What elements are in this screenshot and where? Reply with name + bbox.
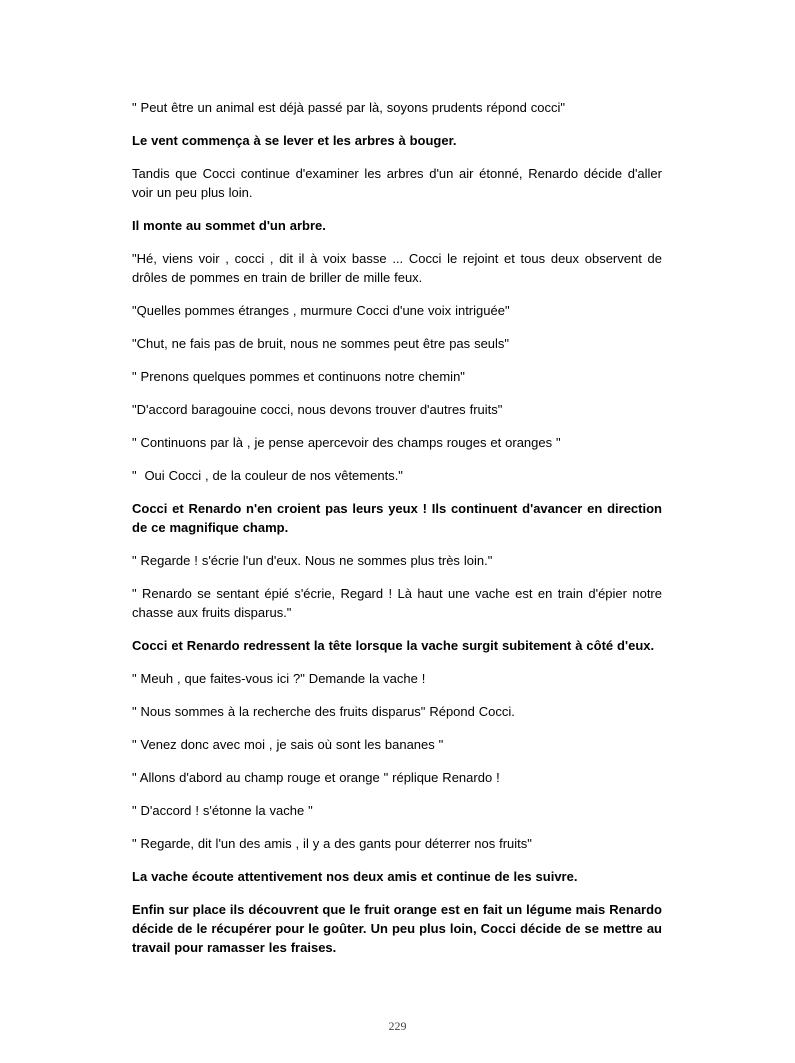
paragraph-bold: Cocci et Renardo n'en croient pas leurs yeux ! Ils continuent d'avancer en direction de ce magnifique champ. [132,501,662,535]
paragraph-bold: Le vent commença à se lever et les arbres à bouger. [132,133,457,148]
paragraph: " Prenons quelques pommes et continuons notre chemin" [132,369,465,384]
paragraph-bold: Enfin sur place ils découvrent que le fruit orange est en fait un légume mais Renardo décide de le récupérer pour le goûter. Un peu plus loin, Cocci décide de se mettre au travail pour ramasser les fraises. [132,902,662,955]
paragraph: " Venez donc avec moi , je sais où sont les bananes " [132,737,444,752]
paragraph: Tandis que Cocci continue d'examiner les arbres d'un air étonné, Renardo décide d'aller voir un peu plus loin. [132,166,662,200]
paragraph: " Nous sommes à la recherche des fruits disparus" Répond Cocci. [132,704,515,719]
paragraph: " Regarde ! s'écrie l'un d'eux. Nous ne sommes plus très loin." [132,553,493,568]
paragraph: " D'accord ! s'étonne la vache " [132,803,313,818]
paragraph: " Regarde, dit l'un des amis , il y a des gants pour déterrer nos fruits" [132,836,532,851]
paragraph: "D'accord baragouine cocci, nous devons trouver d'autres fruits" [132,402,503,417]
paragraph-bold: Cocci et Renardo redressent la tête lorsque la vache surgit subitement à côté d'eux. [132,638,655,653]
paragraph: "Chut, ne fais pas de bruit, nous ne sommes peut être pas seuls" [132,336,510,351]
paragraph: "Quelles pommes étranges , murmure Cocci d'une voix intriguée" [132,303,510,318]
paragraph: " Peut être un animal est déjà passé par là, soyons prudents répond cocci" [132,100,565,115]
paragraph-bold: Il monte au sommet d'un arbre. [132,218,326,233]
paragraph: " Allons d'abord au champ rouge et orange " réplique Renardo ! [132,770,500,785]
paragraph: " Continuons par là , je pense apercevoir des champs rouges et oranges " [132,435,561,450]
paragraph: " Meuh , que faites-vous ici ?" Demande la vache ! [132,671,426,686]
document-body [132,98,662,971]
page-number: 229 [388,1019,407,1033]
paragraph: "Hé, viens voir , cocci , dit il à voix basse ... Cocci le rejoint et tous deux observent de drôles de pommes en train de briller de mille feux. [132,251,662,285]
paragraph: " Renardo se sentant épié s'écrie, Regard ! Là haut une vache est en train d'épier notre chasse aux fruits disparus." [132,586,662,620]
paragraph-bold: La vache écoute attentivement nos deux amis et continue de les suivre. [132,869,578,884]
paragraph: " Oui Cocci , de la couleur de nos vêtements." [132,468,403,483]
